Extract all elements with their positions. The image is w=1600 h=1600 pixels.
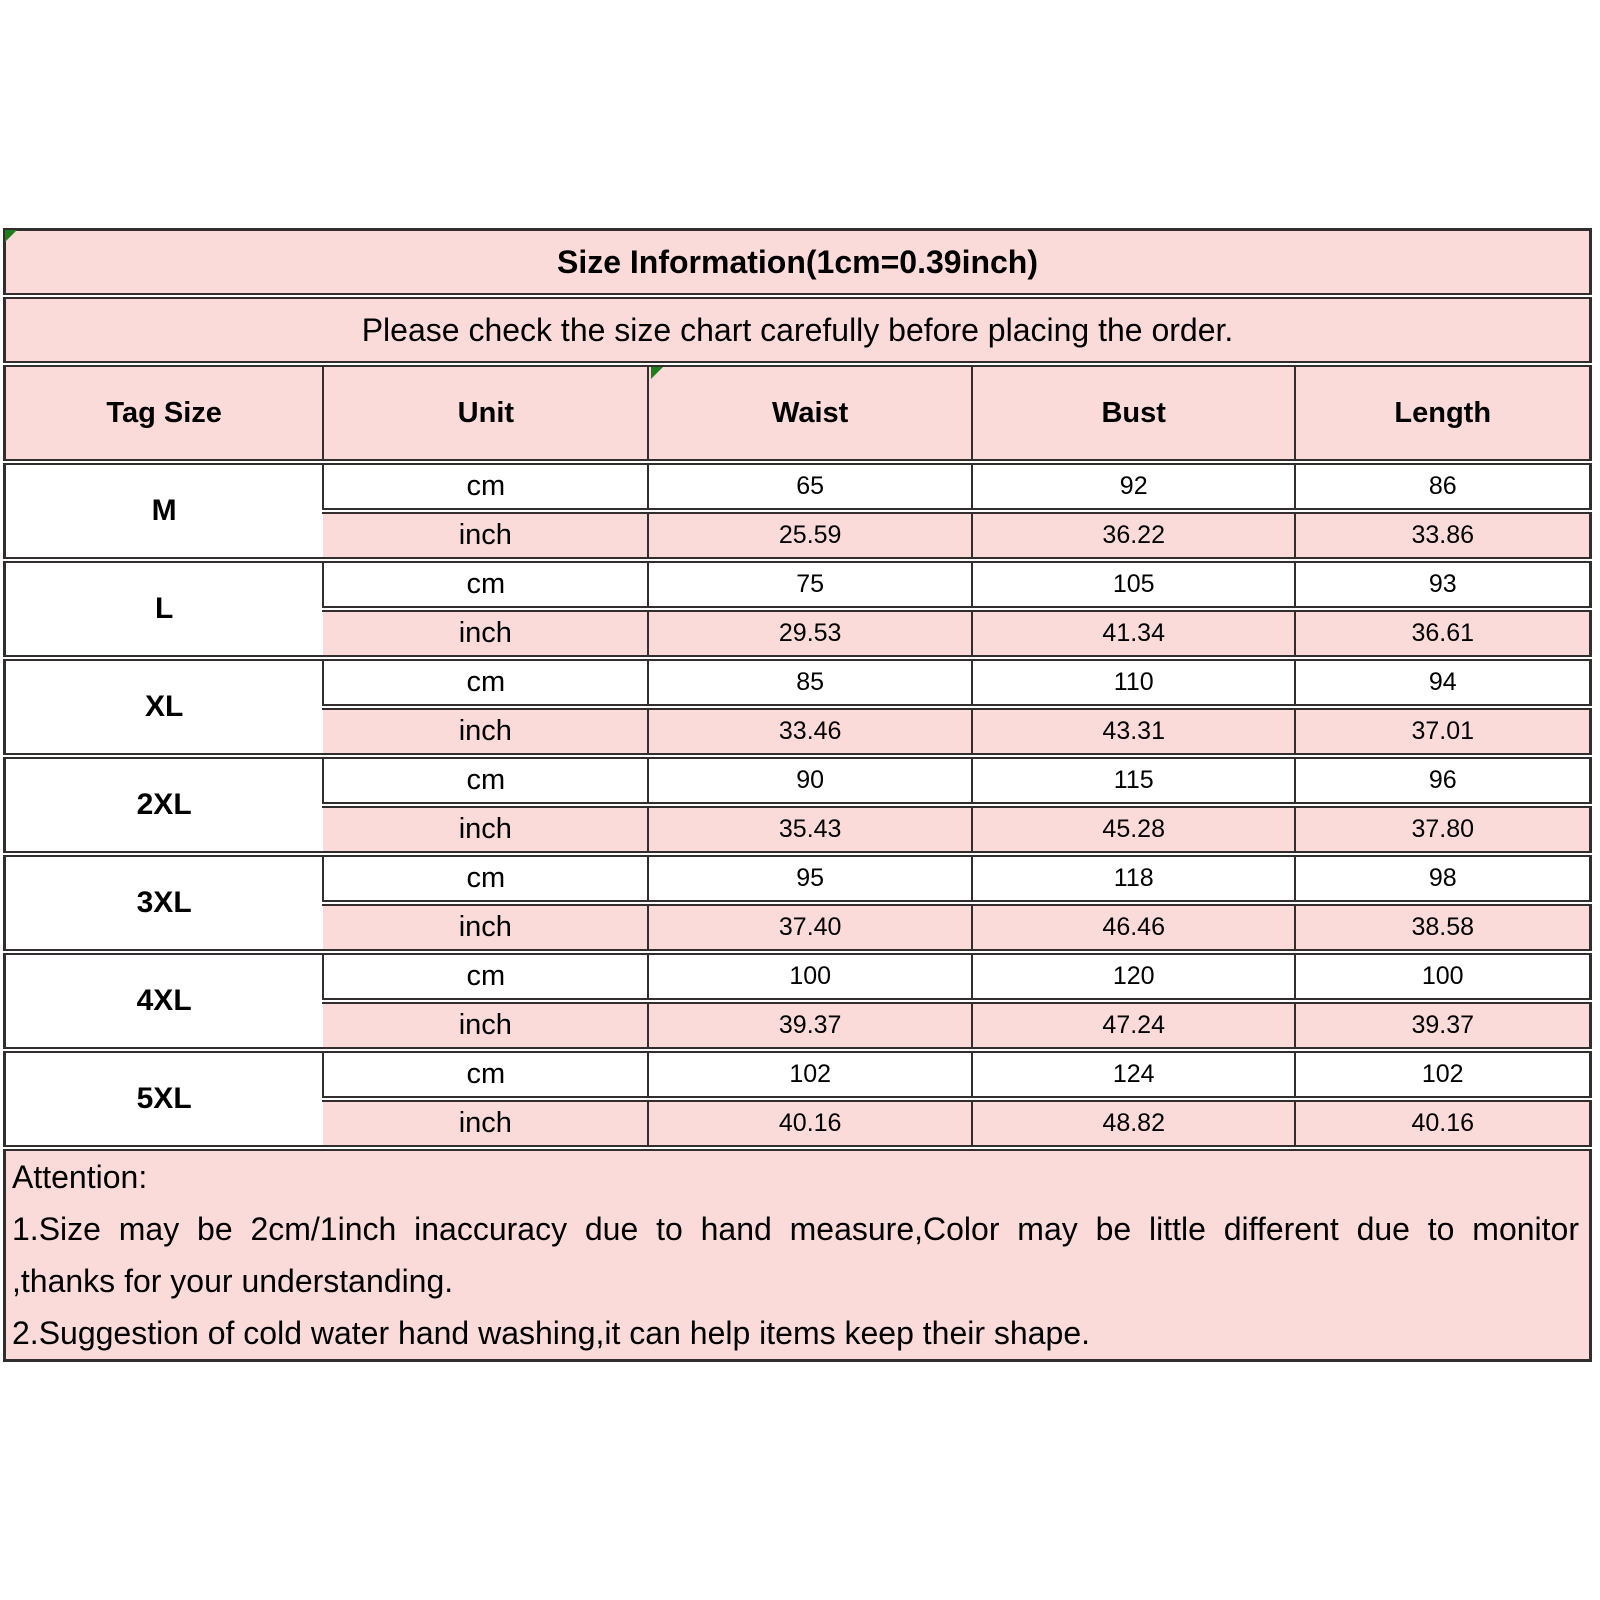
table-title: Size Information(1cm=0.39inch) (5, 230, 1591, 297)
length-value: 40.16 (1295, 1099, 1590, 1148)
tag-size-cell: 3XL (5, 854, 324, 952)
waist-value: 29.53 (648, 609, 972, 658)
length-value: 37.01 (1295, 707, 1590, 756)
title-row (5, 230, 1591, 297)
bust-value: 36.22 (972, 511, 1296, 560)
header-row (5, 364, 1591, 462)
row-XL-cm (5, 658, 1591, 707)
length-value: 36.61 (1295, 609, 1590, 658)
bust-value: 124 (972, 1050, 1296, 1099)
row-4XL-cm (5, 952, 1591, 1001)
attention-heading: Attention: (12, 1159, 148, 1195)
unit-cell: inch (323, 609, 648, 658)
length-value: 33.86 (1295, 511, 1590, 560)
waist-value: 37.40 (648, 903, 972, 952)
unit-cell: cm (323, 1050, 648, 1099)
length-value: 93 (1295, 560, 1590, 609)
unit-cell: cm (323, 854, 648, 903)
unit-cell: cm (323, 658, 648, 707)
length-value: 98 (1295, 854, 1590, 903)
bust-value: 92 (972, 462, 1296, 511)
table-subtitle: Please check the size chart carefully before placing the order. (5, 296, 1591, 364)
unit-cell: inch (323, 1099, 648, 1148)
comment-marker-icon (651, 367, 663, 379)
waist-value: 65 (648, 462, 972, 511)
tag-size-cell: 4XL (5, 952, 324, 1050)
tag-size-cell: XL (5, 658, 324, 756)
unit-cell: cm (323, 952, 648, 1001)
length-value: 86 (1295, 462, 1590, 511)
length-value: 94 (1295, 658, 1590, 707)
bust-value: 47.24 (972, 1001, 1296, 1050)
bust-value: 118 (972, 854, 1296, 903)
length-value: 37.80 (1295, 805, 1590, 854)
unit-cell: inch (323, 903, 648, 952)
length-value: 38.58 (1295, 903, 1590, 952)
unit-cell: inch (323, 511, 648, 560)
unit-cell: cm (323, 560, 648, 609)
subtitle-row (5, 296, 1591, 364)
bust-value: 48.82 (972, 1099, 1296, 1148)
size-chart (3, 228, 1592, 1362)
waist-value: 102 (648, 1050, 972, 1099)
col-header-length: Length (1295, 364, 1590, 462)
unit-cell: cm (323, 462, 648, 511)
length-value: 39.37 (1295, 1001, 1590, 1050)
col-header-unit: Unit (323, 364, 648, 462)
attention-line-2: ,thanks for your understanding. (12, 1263, 454, 1299)
waist-value: 95 (648, 854, 972, 903)
bust-value: 43.31 (972, 707, 1296, 756)
row-L-cm (5, 560, 1591, 609)
tag-size-cell: M (5, 462, 324, 560)
waist-value: 40.16 (648, 1099, 972, 1148)
waist-value: 25.59 (648, 511, 972, 560)
attention-line-3: 2.Suggestion of cold water hand washing,it can help items keep their shape. (12, 1315, 1090, 1351)
tag-size-cell: L (5, 560, 324, 658)
unit-cell: cm (323, 756, 648, 805)
tag-size-cell: 5XL (5, 1050, 324, 1148)
length-value: 96 (1295, 756, 1590, 805)
length-value: 102 (1295, 1050, 1590, 1099)
bust-value: 41.34 (972, 609, 1296, 658)
waist-value: 33.46 (648, 707, 972, 756)
bust-value: 115 (972, 756, 1296, 805)
waist-value: 90 (648, 756, 972, 805)
corner-marker-icon (5, 230, 17, 242)
unit-cell: inch (323, 805, 648, 854)
waist-value: 100 (648, 952, 972, 1001)
tag-size-cell: 2XL (5, 756, 324, 854)
waist-value: 85 (648, 658, 972, 707)
row-3XL-cm (5, 854, 1591, 903)
row-5XL-cm (5, 1050, 1591, 1099)
col-header-bust: Bust (972, 364, 1296, 462)
unit-cell: inch (323, 1001, 648, 1050)
attention-row (5, 1148, 1591, 1361)
row-2XL-cm (5, 756, 1591, 805)
bust-value: 120 (972, 952, 1296, 1001)
bust-value: 105 (972, 560, 1296, 609)
col-header-waist: Waist (648, 364, 972, 462)
row-M-cm (5, 462, 1591, 511)
waist-value: 35.43 (648, 805, 972, 854)
length-value: 100 (1295, 952, 1590, 1001)
unit-cell: inch (323, 707, 648, 756)
waist-value: 39.37 (648, 1001, 972, 1050)
col-header-tag-size: Tag Size (5, 364, 324, 462)
waist-value: 75 (648, 560, 972, 609)
bust-value: 110 (972, 658, 1296, 707)
size-table (3, 228, 1592, 1362)
attention-line-1: 1.Size may be 2cm/1inch inaccuracy due to hand measure,Color may be little different due to monitor (12, 1211, 1579, 1247)
attention-note (5, 1148, 1591, 1361)
bust-value: 46.46 (972, 903, 1296, 952)
bust-value: 45.28 (972, 805, 1296, 854)
